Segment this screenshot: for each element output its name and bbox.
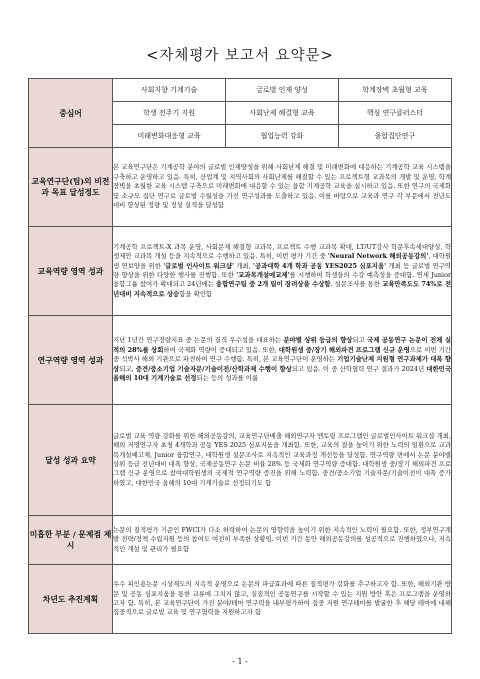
keyword-cell: 사회난제 해결형 교육 (226, 102, 339, 125)
goal-row (29, 405, 452, 516)
goal-text: 글로벌 교육 역량 강화를 위한 해외공동강의, 교육연구단배출 해외연구자 멘토링 프로그램인 글로벌인사이트 워크샵 개최, 해외 저명연구자 초청 4개학과 공동 YES 2025 심포지움을 개최함. 또한, 교육의 질을 높이기 위한 노력의 일환으로 교과목개설예고제, Junior 융합연구, 대학원생 설문조사로 지속적인 교육과정 개선등을 달성함. 연구역량 면에서 논문 분야별 상위 등급 전년대비 대폭 향상, 국제공동연구 논문 비율 28% 등 국제화 연구역량 증대함. 대학원생 중/장기 해외파견 프로그램 신규 운영으로 참여대학원생의 국제적 연구역량 증진을 위해 노력함. 중견/중소기업 기술자문/기술이전이 대폭 증가하였고, 대한민국 올해의 10대 기계기술로 선정되기도 함 (113, 405, 452, 516)
plan-label: 차년도 추진계획 (29, 565, 113, 634)
text-run: . 설문조사를 통한 (330, 280, 383, 289)
bold-run: '공과대학 4개 학과 공동 YES2025 심포지움' (252, 261, 387, 270)
text-run: 개최, (233, 261, 253, 270)
vision-row (29, 148, 452, 227)
vision-text: 본 교육연구단은 기계공학 분야의 글로벌 인재양성을 위해 사회난제 해결 및 미래변화에 대응하는 기계공학 교육 시스템을 구축하고 운영하고 있음. 특히, 산업계 및 지역사회의 사회난제를 해결할 수 있는 프로젝트형 교과목의 개발 및 운영, 학계장벽을 초월한 교육 시스템 구축으로 미래변화에 대응할 수 있는 융합 기계공학 교육을 실시하고 있음. 또한 연구의 국제화 및 소규모 집단 연구로 글로벌 수월성을 가진 연구성과를 도출하고 있음. 이를 바탕으로 교육과 연구 각 부문에서 전년도 대비 향상된 정량 및 정성 실적을 달성함 (113, 148, 452, 227)
text-run: 되고, (119, 364, 136, 373)
keyword-cell: 학계장벽 초월형 교육 (338, 79, 451, 102)
bold-run: 대학원생 중/장기 해외파견 프로그램 신규 운영 (278, 345, 410, 354)
research-text (113, 316, 452, 405)
bold-run: 기업기술난제 지원형 연구과제가 대폭 향상 (113, 355, 451, 373)
keyword-cell: 협업능력 강화 (226, 125, 339, 148)
education-label: 교육역량 영역 성과 (29, 227, 113, 316)
keyword-cell: 글로벌 인재 양성 (226, 79, 339, 102)
issue-label: 미흡한 부분 / 문제점 제시 (29, 516, 113, 565)
keyword-cell: 융합집단연구 (338, 125, 451, 148)
text-run: 를 시행하여 학생들의 수강 예측성을 증대함. 연세 Junior 융합그룹 참여가 확대되고 24년에는 (113, 271, 451, 289)
vision-label: 교육연구단(팀)의 비전과 목표 달성정도 (29, 148, 113, 227)
core-label: 중심어 (29, 79, 113, 148)
goal-label: 달성 성과 요약 (29, 405, 113, 516)
text-run: 기계공학 프로젝트-X 과목 운영, 사회문제 해결형 교과목, 프로젝트 수행 교과목 확대, LT/UT강사 학문후속세대양성, 학생제안 교과목 개설 등을 지속적으로 수행하고 있음. 특히, 이번 평가 기간 중 (113, 242, 451, 261)
text-run: 으로 이번 기간 중 석박사 해외 기관으로 파견하여 연구 수행함. 특히, 본 교육연구단이 운영하는 (113, 345, 451, 364)
text-run: 함을 확인함 (179, 289, 213, 298)
education-row (29, 227, 452, 316)
text-run: 하여 국제화 역량이 증대되고 있음. 또한, (163, 345, 279, 354)
research-label: 연구역량 영역 성과 (29, 316, 113, 405)
core-row (29, 79, 452, 148)
bold-run: 국제 공동연구 논문이 전체 실적의 28%를 상회 (113, 336, 451, 354)
core-keywords (113, 79, 452, 148)
keyword-cell: 학생 전주기 지원 (113, 102, 226, 125)
text-run: 지난 1년간 연구정량지표 중 논문의 질적 우수성을 대표하는 (113, 336, 284, 345)
text-run: 되고 (352, 336, 368, 345)
page-title: <자체평가 보고서 요약문> (146, 48, 334, 64)
issue-row (29, 516, 452, 565)
plan-text: 우수 피인용논문 시상제도의 지속적 운영으로 논문의 파급효과에 따른 질적평가 강화를 추구하고자 함. 또한, 해외기관 방문 및 공동 심포지움을 통한 교류에 그치지 않고, 실질적인 공동연구를 시작할 수 있는 지원 방안 혹은 프로그램을 운영하고자 함. 특히, 본 교육연구단이 가진 분야/테마 연구력을 내부평가하여 집중 지원 연구테마를 발굴한 후 해당 테마에 대해 집중적으로 글로벌 교육 및 연구협력을 지원하고자 함 (113, 565, 452, 634)
issue-text: 논문의 질적평가 기준인 FWCI가 다소 하락하여 논문의 영향력을 높이기 위한 지속적인 노력이 필요함. 또한, 정부연구개발 전략/정책 수립지원 등의 참여도 여전히 부족한 상황임. 이번 기간 동안 해외공동강의를 성공적으로 진행하였으나, 지속적인 개설 및 관리가 필요함 (113, 516, 452, 565)
plan-row (29, 565, 452, 634)
text-run: 되는 등의 성과를 이룸 (196, 374, 259, 383)
research-row (29, 316, 452, 405)
text-run: 개최 등 글로벌 연구역량 향상을 위한 다양한 행사를 진행함. 또한 (113, 261, 451, 279)
keyword-cell: 미래변화대응형 교육 (113, 125, 226, 148)
keyword-grid (113, 79, 451, 147)
text-run: , 대학원생 연보양을 위한 (113, 252, 452, 270)
keyword-cell: 사회지향 기계기술 (140, 86, 198, 94)
bold-run: 분야별 상위 등급의 향상 (283, 336, 353, 345)
bold-run: '교과목개설에교제' (236, 271, 290, 279)
bold-run: 중견/중소기업 기술자문/기술이전/산학과제 수행이 향상 (135, 364, 292, 373)
page-number: - 1 - (232, 657, 248, 666)
bold-run: '글로벌 인사이트 워크샵' (163, 261, 234, 270)
bold-run: 대한민국 올해의 10대 기계기술로 선정 (113, 364, 451, 383)
bold-run: 융합연구팀 중 2개 팀이 장려상을 수상함 (215, 280, 331, 289)
bold-run: 교육만족도도 74%로 전년대비 지속적으로 상승 (113, 280, 451, 298)
keyword-cell: 핵심 연구클러스터 (338, 102, 451, 125)
bold-run: 'Neural Network 해외공동강의' (327, 252, 429, 261)
text-run: 되고 있음. 이 중 산학협력 연구 결과가 2024년 (291, 364, 427, 373)
summary-table (28, 78, 452, 634)
education-text (113, 227, 452, 316)
